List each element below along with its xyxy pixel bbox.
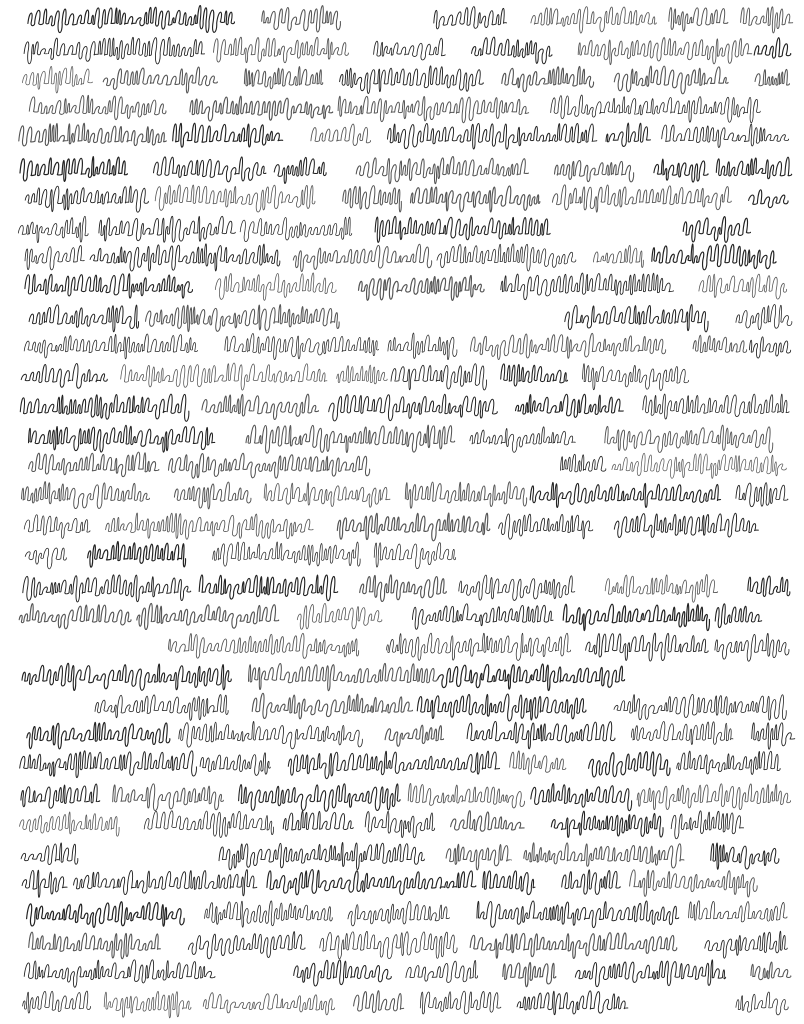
scribble-word xyxy=(693,335,747,352)
scribble-word xyxy=(104,991,191,1018)
scribble-word xyxy=(348,901,449,925)
scribble-word xyxy=(27,722,170,749)
scribble-word xyxy=(173,123,283,147)
scribble-word xyxy=(630,870,758,897)
scribble-word xyxy=(213,542,360,566)
scribble-word xyxy=(144,811,273,838)
scribble-word xyxy=(374,543,455,569)
scribble-word xyxy=(20,812,120,836)
scribble-word xyxy=(752,723,795,749)
scribble-word xyxy=(412,604,553,629)
scribble-word xyxy=(391,364,487,390)
scribble-word xyxy=(446,844,511,870)
scribble-word xyxy=(561,454,606,472)
scribble-word xyxy=(329,394,498,421)
scribble-word xyxy=(24,334,197,359)
scribble-word xyxy=(113,784,224,811)
scribble-word xyxy=(517,991,628,1015)
scribble-word xyxy=(467,721,615,748)
scribble-word xyxy=(562,870,620,895)
scribble-word xyxy=(736,992,788,1015)
scribble-word xyxy=(502,66,594,91)
scribble-word xyxy=(411,186,540,212)
scribble-word xyxy=(25,186,148,212)
scribble-word xyxy=(214,37,349,63)
scribble-word xyxy=(551,811,663,837)
scribble-word xyxy=(683,217,750,243)
scribble-word xyxy=(239,784,400,811)
scribble-word xyxy=(420,991,501,1014)
scribble-word xyxy=(365,811,434,837)
scribble-word xyxy=(99,216,235,242)
scribble-word xyxy=(360,575,447,602)
scribble-word xyxy=(470,333,665,359)
scribble-word xyxy=(699,274,787,299)
scribble-word xyxy=(669,8,728,32)
scribble-word xyxy=(27,902,185,928)
scribble-word xyxy=(388,333,457,360)
scribble-word xyxy=(293,244,431,271)
scribble-word xyxy=(202,394,319,419)
scribble-word xyxy=(689,901,787,922)
scribble-word xyxy=(262,6,341,32)
scribble-word xyxy=(749,190,788,208)
scribble-word xyxy=(631,722,733,745)
scribble-word xyxy=(18,216,88,242)
scribble-word xyxy=(22,663,231,690)
scribble-word xyxy=(583,364,689,391)
scribble-word xyxy=(246,425,455,453)
scribble-word xyxy=(95,695,228,721)
scribble-word xyxy=(21,843,78,865)
scribble-word xyxy=(244,66,322,88)
scribble-word xyxy=(337,513,489,541)
scribble-word xyxy=(20,157,127,182)
scribble-word xyxy=(24,515,90,539)
scribble-word xyxy=(199,575,337,601)
scribble-word xyxy=(25,246,84,270)
scribble-word xyxy=(155,185,315,212)
scribble-word xyxy=(88,541,186,567)
scribble-word xyxy=(90,244,280,271)
scribble-word xyxy=(190,96,333,121)
scribble-word xyxy=(385,725,443,746)
scribble-word xyxy=(169,453,370,478)
scribble-word xyxy=(252,693,412,719)
scribble-word xyxy=(711,843,779,869)
scribble-word xyxy=(749,337,790,358)
scribble-word xyxy=(459,575,575,600)
scribble-word xyxy=(715,633,789,661)
scribble-word xyxy=(215,273,336,300)
scribble-word xyxy=(605,574,717,602)
scribble-word xyxy=(337,365,387,384)
scribble-word xyxy=(21,363,107,388)
scribble-word xyxy=(23,991,91,1013)
scribble-word xyxy=(437,244,576,271)
scribble-word xyxy=(578,38,752,65)
scribble-word xyxy=(274,157,326,183)
scribble-word xyxy=(551,95,761,123)
scribble-word xyxy=(24,960,215,987)
scribble-word xyxy=(671,811,743,839)
scribble-word xyxy=(219,842,424,869)
scribble-word xyxy=(28,6,235,33)
scribble-word xyxy=(19,604,131,629)
scribble-word xyxy=(470,933,677,959)
scribble-word xyxy=(530,482,720,507)
scribble-word xyxy=(606,123,650,146)
scribble-word xyxy=(614,513,758,537)
scribble-word xyxy=(29,932,161,958)
scribble-word xyxy=(510,751,566,774)
scribble-word xyxy=(24,37,204,64)
scribble-word xyxy=(501,273,674,300)
scribble-word xyxy=(121,363,327,390)
scribble-word xyxy=(716,157,791,179)
scribble-word xyxy=(29,305,138,332)
scribble-word xyxy=(340,66,484,94)
scribble-word xyxy=(563,603,709,630)
scribble-word xyxy=(22,482,150,509)
scribble-word xyxy=(343,186,402,212)
scribble-word xyxy=(741,7,793,33)
scribble-word xyxy=(20,394,189,421)
scribble-word xyxy=(637,784,790,810)
scribble-word xyxy=(751,962,791,980)
scribble-word xyxy=(264,483,390,508)
scribble-word xyxy=(375,216,550,242)
scribble-word xyxy=(531,784,632,811)
scribble-word xyxy=(203,993,334,1015)
scribble-word xyxy=(22,870,67,897)
scribble-word xyxy=(294,960,392,986)
scribble-word xyxy=(524,843,684,868)
scribble-word xyxy=(29,95,166,119)
scribble-word xyxy=(168,633,358,658)
scribble-word xyxy=(29,425,215,452)
scribble-word xyxy=(470,427,575,452)
scribble-word xyxy=(188,932,305,959)
scribble-word xyxy=(565,305,708,332)
scribble-word xyxy=(417,694,586,721)
scribble-word xyxy=(586,633,709,661)
scribble-word xyxy=(552,185,731,212)
scribble-word xyxy=(555,160,634,181)
scribble-word xyxy=(614,694,786,720)
scribble-word xyxy=(438,664,625,691)
scribble-word xyxy=(374,38,446,60)
scribble-word xyxy=(754,38,791,58)
scribble-word xyxy=(354,991,404,1013)
scribble-word xyxy=(503,962,556,986)
scribble-word xyxy=(137,603,279,629)
scribble-word xyxy=(614,66,728,94)
scribble-word xyxy=(593,245,643,267)
scribble-word xyxy=(434,7,507,29)
scribble-word xyxy=(575,960,725,987)
scribble-word xyxy=(74,870,257,896)
scribble-word xyxy=(605,425,773,452)
scribble-word xyxy=(451,811,524,832)
scribble-word xyxy=(154,157,266,182)
scribble-word xyxy=(736,305,792,330)
scribble-word xyxy=(654,159,708,182)
scribble-word xyxy=(589,752,670,777)
scribble-word xyxy=(29,452,159,476)
scribble-word xyxy=(106,513,313,539)
scribble-word xyxy=(531,7,656,33)
scribble-word xyxy=(405,482,526,508)
scribble-word xyxy=(174,482,251,509)
scribble-word xyxy=(267,870,476,895)
scribble-word xyxy=(499,514,593,539)
scribble-word xyxy=(472,37,552,64)
scribble-word xyxy=(483,871,535,895)
scribble-word xyxy=(705,931,787,958)
scribble-word xyxy=(225,334,379,360)
scribble-word xyxy=(320,931,457,959)
scribble-word xyxy=(288,751,499,778)
scribble-word xyxy=(662,124,789,148)
scribble-word xyxy=(200,753,270,776)
scribble-word xyxy=(311,124,371,145)
scribble-word xyxy=(283,811,353,830)
scribble-word xyxy=(406,960,478,982)
scribble-word xyxy=(179,721,363,748)
scribble-word xyxy=(25,548,66,569)
scribble-word xyxy=(408,783,524,808)
scribble-word xyxy=(240,217,352,242)
scribble-word xyxy=(715,604,761,628)
scribble-word xyxy=(643,394,789,419)
scribble-word xyxy=(19,123,166,146)
scribble-word xyxy=(388,123,597,149)
scribble-word xyxy=(677,751,780,774)
scribble-word xyxy=(359,275,485,300)
scribble-word xyxy=(748,576,790,597)
scribble-word xyxy=(22,66,92,93)
scribble-word xyxy=(20,751,197,778)
scribble-word xyxy=(386,633,570,660)
scribble-word xyxy=(501,364,568,386)
scribble-word xyxy=(356,157,528,184)
scribble-word xyxy=(477,901,679,928)
scribble-word xyxy=(338,96,529,122)
scribble-word xyxy=(21,784,100,808)
scribble-word xyxy=(23,575,191,602)
scribble-word xyxy=(736,483,788,507)
scribble-word xyxy=(146,305,340,332)
scribble-word xyxy=(103,67,217,93)
scribble-word xyxy=(652,244,776,270)
scribble-word xyxy=(249,663,438,690)
scribble-word xyxy=(205,901,333,927)
scribble-word xyxy=(612,453,786,478)
scribble-word xyxy=(755,69,789,85)
scribble-word xyxy=(25,274,193,298)
scribble-word xyxy=(516,394,624,417)
scribble-word xyxy=(297,603,382,629)
